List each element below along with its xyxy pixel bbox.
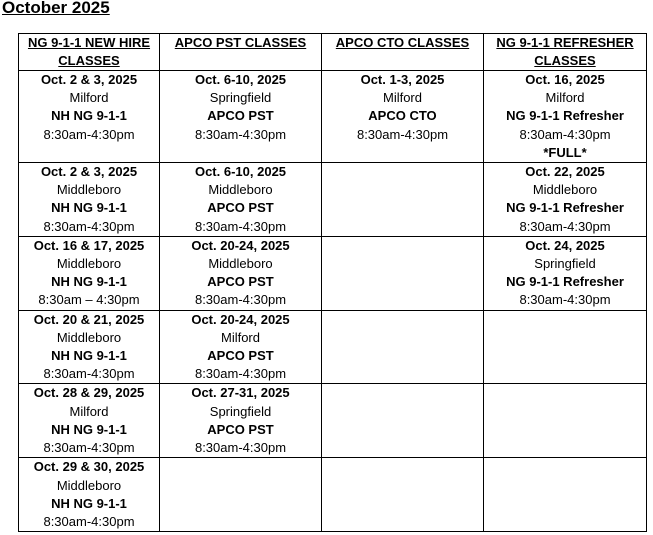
class-cell (484, 163, 647, 237)
class-time: 8:30am-4:30pm (194, 218, 287, 234)
class-date: Oct. 20-24, 2025 (191, 237, 290, 253)
class-time: 8:30am-4:30pm (194, 366, 287, 382)
class-location: Springfield (534, 256, 596, 272)
class-cell (19, 71, 160, 163)
column-header-refresher (484, 34, 647, 71)
empty-cell (484, 310, 647, 384)
header-row (19, 34, 647, 71)
column-header-apco-pst (160, 34, 322, 71)
class-cell (484, 71, 647, 163)
class-location: Middleboro (56, 182, 122, 198)
class-cell (160, 310, 322, 384)
class-course: NG 9-1-1 Refresher (506, 274, 624, 290)
class-time: 8:30am – 4:30pm (38, 292, 140, 308)
column-header-line: NG 9-1-1 REFRESHER (496, 35, 634, 50)
class-course: NH NG 9-1-1 (51, 274, 127, 290)
class-cell (19, 236, 160, 310)
class-time: 8:30am-4:30pm (43, 126, 135, 142)
class-time: 8:30am-4:30pm (43, 514, 135, 530)
class-location: Springfield (209, 403, 272, 419)
table-row (19, 310, 647, 384)
class-cell (160, 236, 322, 310)
empty-cell (484, 458, 647, 532)
class-date: Oct. 16 & 17, 2025 (33, 237, 145, 253)
class-time: 8:30am-4:30pm (194, 292, 287, 308)
class-cell (160, 384, 322, 458)
empty-cell (322, 236, 484, 310)
class-date: Oct. 16, 2025 (525, 72, 605, 87)
class-location: Middleboro (532, 182, 598, 198)
class-date: Oct. 6-10, 2025 (194, 72, 287, 87)
column-header-apco-cto (322, 34, 484, 71)
class-date: Oct. 22, 2025 (525, 164, 605, 180)
class-course: NG 9-1-1 Refresher (506, 200, 624, 216)
class-course: NH NG 9-1-1 (51, 108, 127, 124)
class-cell (160, 71, 322, 163)
empty-cell (322, 384, 484, 458)
table-row (19, 384, 647, 458)
class-course: APCO PST (207, 200, 274, 216)
empty-cell (322, 458, 484, 532)
class-time: 8:30am-4:30pm (194, 440, 287, 456)
class-location: Milford (545, 90, 585, 106)
class-location: Milford (69, 403, 109, 419)
class-location: Middleboro (208, 182, 273, 198)
class-schedule-table (18, 33, 647, 532)
class-date: Oct. 2 & 3, 2025 (40, 164, 138, 180)
class-location: Milford (220, 329, 260, 345)
column-header-new-hire (19, 34, 160, 71)
class-date: Oct. 6-10, 2025 (194, 164, 287, 180)
class-location: Middleboro (56, 256, 122, 272)
class-time: 8:30am-4:30pm (43, 366, 135, 382)
class-date: Oct. 28 & 29, 2025 (33, 385, 145, 401)
empty-cell (484, 384, 647, 458)
class-cell (19, 163, 160, 237)
column-header-line: NG 9-1-1 NEW HIRE (27, 35, 151, 50)
class-date: Oct. 27-31, 2025 (191, 385, 290, 401)
class-course: APCO CTO (368, 108, 437, 124)
class-location: Springfield (209, 90, 272, 106)
column-header-line: CLASSES (534, 53, 596, 68)
class-date: Oct. 29 & 30, 2025 (33, 459, 145, 475)
class-full-badge: *FULL* (543, 144, 587, 160)
class-location: Middleboro (208, 256, 273, 272)
class-course: NG 9-1-1 Refresher (506, 108, 624, 124)
table-row (19, 163, 647, 237)
empty-cell (160, 458, 322, 532)
class-course: NH NG 9-1-1 (51, 200, 127, 216)
class-course: APCO PST (207, 274, 274, 290)
class-date: Oct. 1-3, 2025 (360, 72, 445, 87)
class-location: Milford (69, 90, 109, 106)
column-header-line: APCO CTO CLASSES (335, 35, 470, 50)
table-row (19, 71, 647, 163)
class-course: NH NG 9-1-1 (51, 421, 127, 437)
class-time: 8:30am-4:30pm (43, 218, 135, 234)
class-date: Oct. 2 & 3, 2025 (40, 72, 138, 87)
class-course: NH NG 9-1-1 (51, 495, 127, 511)
class-time: 8:30am-4:30pm (43, 440, 135, 456)
empty-cell (322, 163, 484, 237)
class-cell (19, 384, 160, 458)
page-title: October 2025 (2, 0, 110, 17)
class-date: Oct. 20 & 21, 2025 (33, 311, 145, 327)
class-time: 8:30am-4:30pm (356, 126, 449, 142)
class-time: 8:30am-4:30pm (194, 126, 287, 142)
column-header-line: CLASSES (58, 53, 120, 68)
table-row (19, 236, 647, 310)
class-location: Milford (382, 90, 422, 106)
class-time: 8:30am-4:30pm (519, 218, 611, 234)
class-course: NH NG 9-1-1 (51, 348, 127, 364)
class-course: APCO PST (207, 108, 274, 124)
class-date: Oct. 20-24, 2025 (191, 311, 290, 327)
class-location: Middleboro (56, 329, 122, 345)
class-cell (484, 236, 647, 310)
empty-cell (322, 310, 484, 384)
class-cell (322, 71, 484, 163)
class-location: Middleboro (56, 477, 122, 493)
class-cell (19, 310, 160, 384)
class-course: APCO PST (207, 421, 274, 437)
class-date: Oct. 24, 2025 (525, 237, 605, 253)
class-course: APCO PST (207, 348, 274, 364)
class-time: 8:30am-4:30pm (519, 292, 611, 308)
class-time: 8:30am-4:30pm (519, 126, 611, 142)
table-row (19, 458, 647, 532)
class-cell (160, 163, 322, 237)
column-header-line: APCO PST CLASSES (174, 35, 307, 50)
class-cell (19, 458, 160, 532)
